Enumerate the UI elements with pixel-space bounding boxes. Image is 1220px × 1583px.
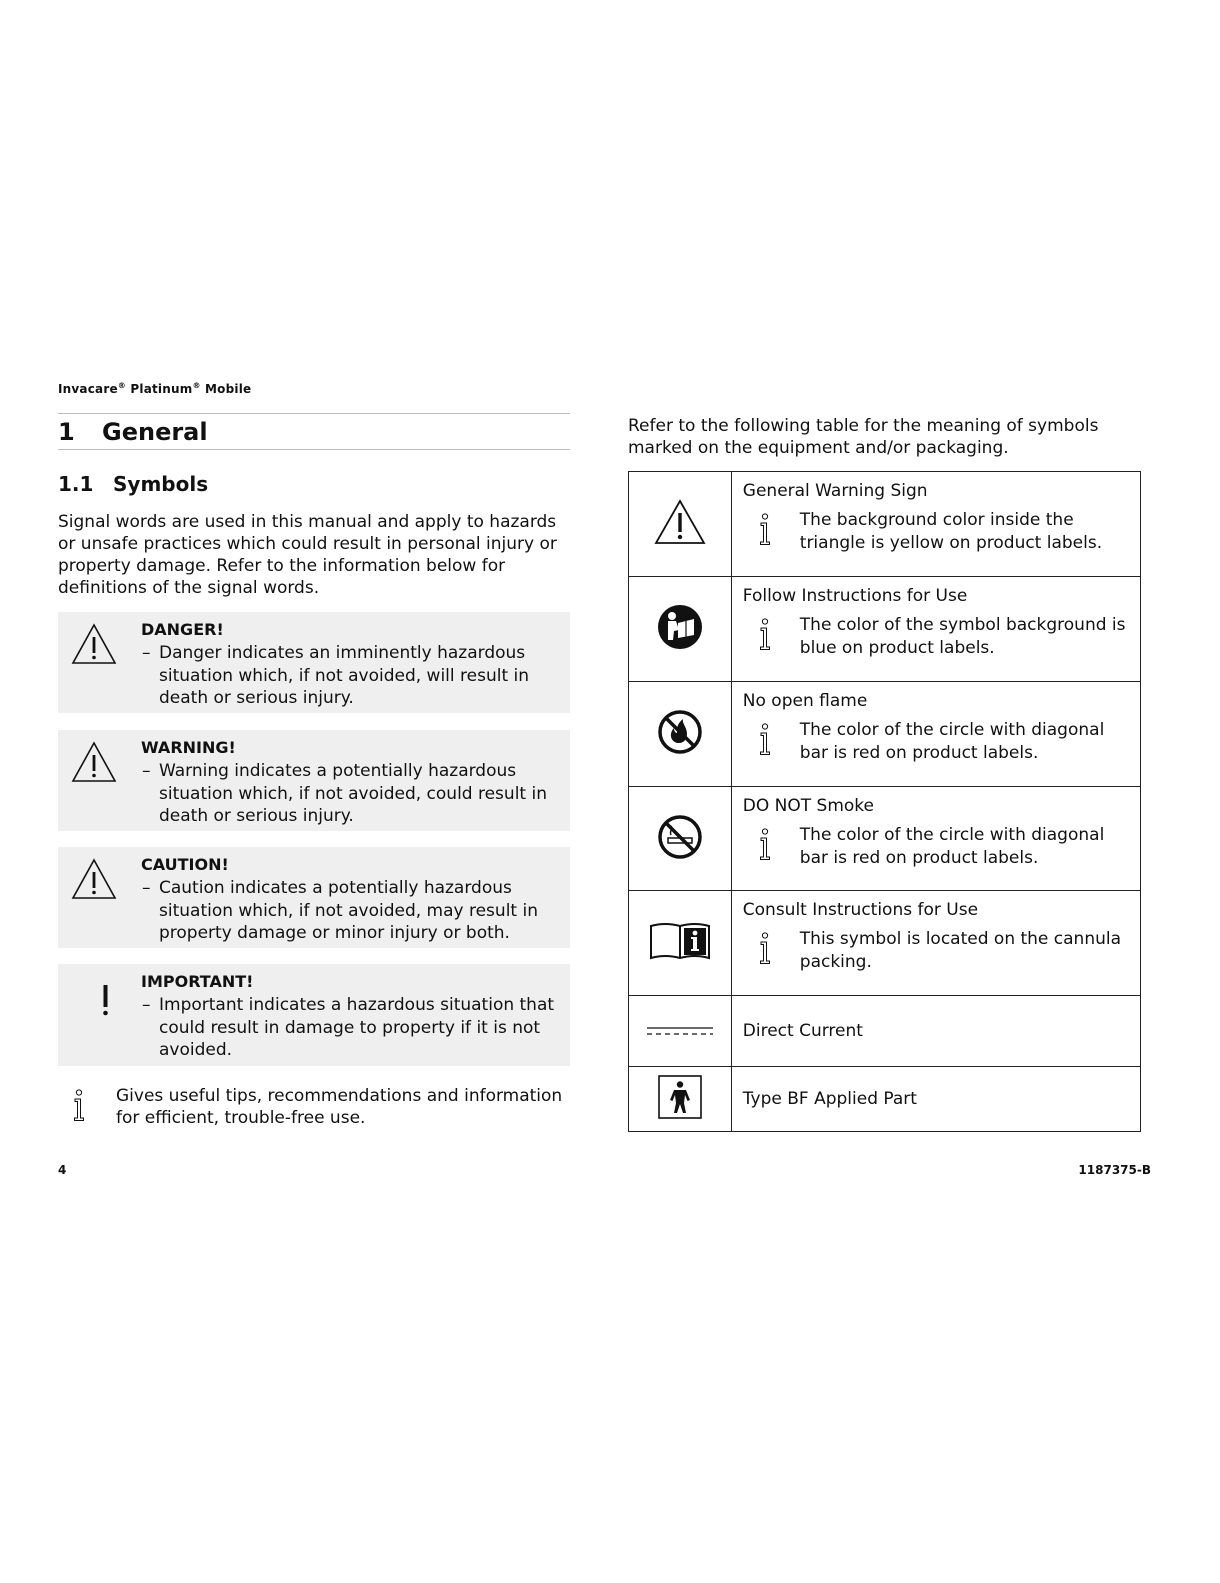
description-cell <box>731 996 1140 1067</box>
warning-triangle-icon <box>70 740 118 784</box>
symbol-title: Type BF Applied Part <box>742 1089 917 1109</box>
symbol-cell <box>629 577 732 682</box>
symbol-cell <box>629 787 732 891</box>
section-heading <box>58 472 208 496</box>
symbol-note-text: The color of the circle with diagonal bar is red on product labels. <box>799 720 1105 763</box>
symbol-note <box>732 824 1140 874</box>
intro-paragraph: Signal words are used in this manual and apply to hazards or unsafe practices which could result in personal injury or property damage. Refer to the information below for definitions of the signal words. <box>58 512 557 598</box>
type-bf-applied-part-icon <box>658 1075 702 1119</box>
symbol-title: General Warning Sign <box>742 481 928 501</box>
notice-danger <box>58 612 570 713</box>
symbol-note <box>732 614 1140 664</box>
direct-current-icon <box>646 1025 714 1037</box>
symbol-cell <box>629 996 732 1067</box>
follow-instructions-icon <box>657 604 703 650</box>
no-open-flame-icon <box>657 709 703 755</box>
info-icon <box>758 513 772 547</box>
no-smoking-icon <box>657 814 703 860</box>
model-name: Mobile <box>205 382 252 396</box>
section-title: Symbols <box>113 472 209 496</box>
symbol-cell <box>629 472 732 577</box>
tip-text: Gives useful tips, recommendations and information for efficient, trouble-free use. <box>116 1086 563 1128</box>
symbol-note <box>732 719 1140 769</box>
chapter-title: General <box>102 418 208 446</box>
table-row <box>629 996 1141 1067</box>
symbol-note-text: The color of the circle with diagonal bar is red on product labels. <box>799 825 1105 868</box>
brand-name: Invacare <box>58 382 118 396</box>
symbol-title: Direct Current <box>742 1021 863 1041</box>
list-dash: – <box>142 761 151 781</box>
symbol-title: Follow Instructions for Use <box>742 586 968 606</box>
signal-word: DANGER! <box>141 620 224 639</box>
table-row <box>629 787 1141 891</box>
signal-word: CAUTION! <box>141 855 229 874</box>
chapter-bottom-rule <box>58 449 570 450</box>
table-row <box>629 1067 1141 1132</box>
chapter-heading <box>58 418 208 446</box>
table-row <box>629 577 1141 682</box>
page-number: 4 <box>58 1163 67 1177</box>
info-icon <box>758 618 772 652</box>
symbol-title: Consult Instructions for Use <box>742 900 979 920</box>
info-icon <box>758 723 772 757</box>
description-cell <box>731 472 1140 577</box>
warning-triangle-icon <box>70 857 118 901</box>
section-number: 1.1 <box>58 472 94 496</box>
symbols-table <box>628 471 1141 1132</box>
document-code: 1187375-B <box>1078 1163 1151 1177</box>
notice-caution <box>58 847 570 948</box>
symbol-title: DO NOT Smoke <box>742 796 874 816</box>
general-warning-icon <box>654 499 706 545</box>
exclamation-icon <box>70 974 118 1018</box>
chapter-number: 1 <box>58 418 75 446</box>
description-cell <box>731 787 1140 891</box>
description-cell <box>731 1067 1140 1132</box>
list-dash: – <box>142 995 151 1015</box>
symbol-cell <box>629 1067 732 1132</box>
list-dash: – <box>142 878 151 898</box>
symbol-note <box>732 928 1140 978</box>
info-icon <box>758 828 772 862</box>
chapter-top-rule <box>58 413 570 414</box>
symbol-note <box>732 509 1140 559</box>
table-row <box>629 891 1141 996</box>
notice-important <box>58 964 570 1066</box>
table-row <box>629 682 1141 787</box>
product-name: Platinum <box>130 382 193 396</box>
symbol-title: No open flame <box>742 691 868 711</box>
signal-description: Warning indicates a potentially hazardous situation which, if not avoided, could result in death or serious injury. <box>159 761 547 826</box>
registered-mark: ® <box>192 381 201 390</box>
list-dash: – <box>142 643 151 663</box>
symbol-note-text: The color of the symbol background is blue on product labels. <box>799 615 1126 658</box>
description-cell <box>731 577 1140 682</box>
table-row <box>629 472 1141 577</box>
signal-word: IMPORTANT! <box>141 972 254 991</box>
document-header <box>58 381 251 396</box>
description-cell <box>731 682 1140 787</box>
signal-description: Important indicates a hazardous situation that could result in damage to property if it is not avoided. <box>159 995 555 1060</box>
info-icon <box>72 1089 86 1123</box>
signal-description: Caution indicates a potentially hazardous situation which, if not avoided, may result in property damage or minor injury or both. <box>159 878 538 943</box>
symbol-cell <box>629 682 732 787</box>
notice-warning <box>58 730 570 831</box>
warning-triangle-icon <box>70 622 118 666</box>
symbol-note-text: This symbol is located on the cannula packing. <box>799 929 1122 972</box>
registered-mark: ® <box>117 381 126 390</box>
consult-instructions-icon <box>649 920 711 962</box>
signal-description: Danger indicates an imminently hazardous situation which, if not avoided, will result in death or serious injury. <box>159 643 530 708</box>
table-intro: Refer to the following table for the meaning of symbols marked on the equipment and/or packaging. <box>628 416 1099 458</box>
signal-word: WARNING! <box>141 738 236 757</box>
symbol-cell <box>629 891 732 996</box>
description-cell <box>731 891 1140 996</box>
info-icon <box>758 932 772 966</box>
symbol-note-text: The background color inside the triangle is yellow on product labels. <box>799 510 1103 553</box>
